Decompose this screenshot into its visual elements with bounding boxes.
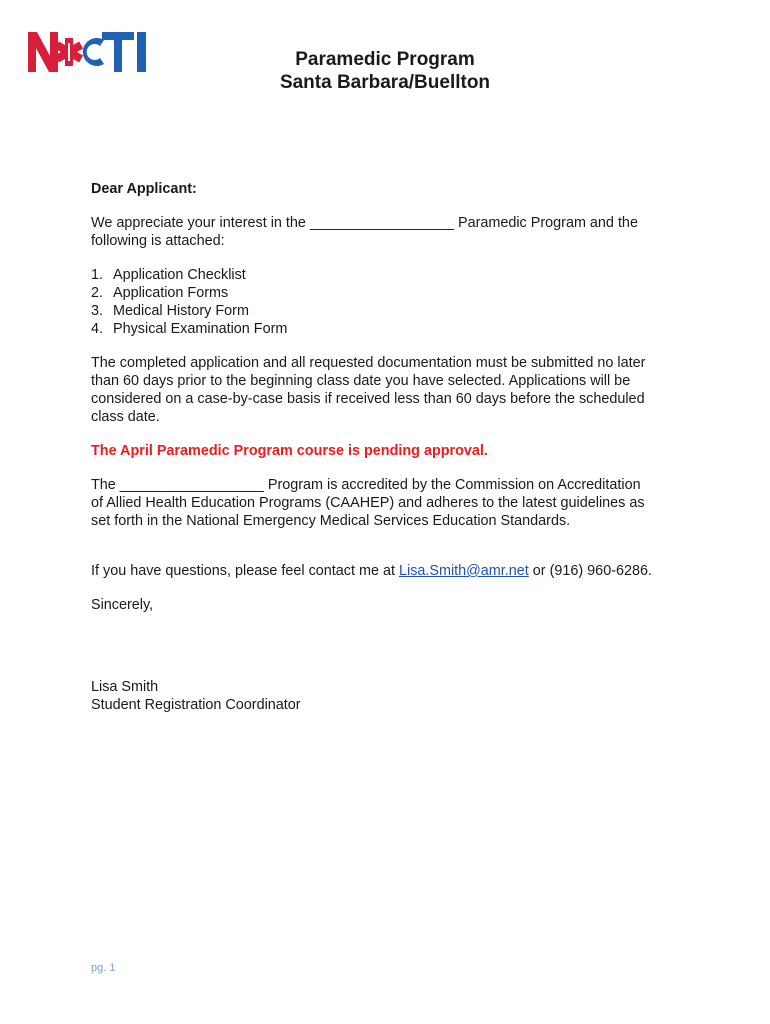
deadline-line: The completed application and all requested documentation must be submitted no later (91, 355, 646, 371)
list-item-label: Physical Examination Form (113, 321, 288, 337)
closing: Sincerely, (91, 597, 154, 613)
page-title (0, 48, 770, 94)
salutation: Dear Applicant: (91, 181, 197, 197)
accreditation-line: The __________________ Program is accredited by the Commission on Accreditation (91, 477, 641, 493)
intro-line-1: We appreciate your interest in the __________________ Paramedic Program and the (91, 215, 638, 231)
accreditation-line: set forth in the National Emergency Medical Services Education Standards. (91, 513, 571, 529)
list-item (91, 284, 691, 302)
attachment-list (91, 266, 691, 338)
accreditation-line: of Allied Health Education Programs (CAAHEP) and adheres to the latest guidelines as (91, 495, 645, 511)
signer-title: Student Registration Coordinator (91, 697, 301, 713)
list-item (91, 320, 691, 338)
list-item-label: Application Checklist (113, 267, 246, 283)
list-item-number: 4. (91, 321, 104, 337)
deadline-line: than 60 days prior to the beginning class date you have selected. Applications will be (91, 373, 631, 389)
title-line-1: Paramedic Program (295, 49, 475, 70)
intro-line-2: following is attached: (91, 233, 225, 249)
accreditation-paragraph (91, 476, 691, 530)
list-item (91, 266, 691, 284)
deadline-paragraph (91, 354, 691, 426)
title-line-2: Santa Barbara/Buellton (279, 72, 491, 93)
letter-body (91, 180, 691, 714)
email-link[interactable]: Lisa.Smith@amr.net (399, 563, 529, 579)
contact-suffix: or (916) 960-6286. (528, 563, 652, 579)
pending-approval-notice: The April Paramedic Program course is pending approval. (91, 443, 488, 459)
signer-name: Lisa Smith (91, 679, 159, 695)
contact-prefix: If you have questions, please feel contact me at (91, 563, 399, 579)
list-item (91, 302, 691, 320)
deadline-line: considered on a case-by-case basis if received less than 60 days before the scheduled (91, 391, 645, 407)
list-item-number: 1. (91, 267, 104, 283)
contact-paragraph (91, 562, 691, 580)
list-item-label: Medical History Form (113, 303, 249, 319)
list-item-label: Application Forms (113, 285, 229, 301)
list-item-number: 3. (91, 303, 104, 319)
page-number: pg. 1 (91, 962, 116, 974)
list-item-number: 2. (91, 285, 104, 301)
deadline-line: class date. (91, 409, 160, 425)
